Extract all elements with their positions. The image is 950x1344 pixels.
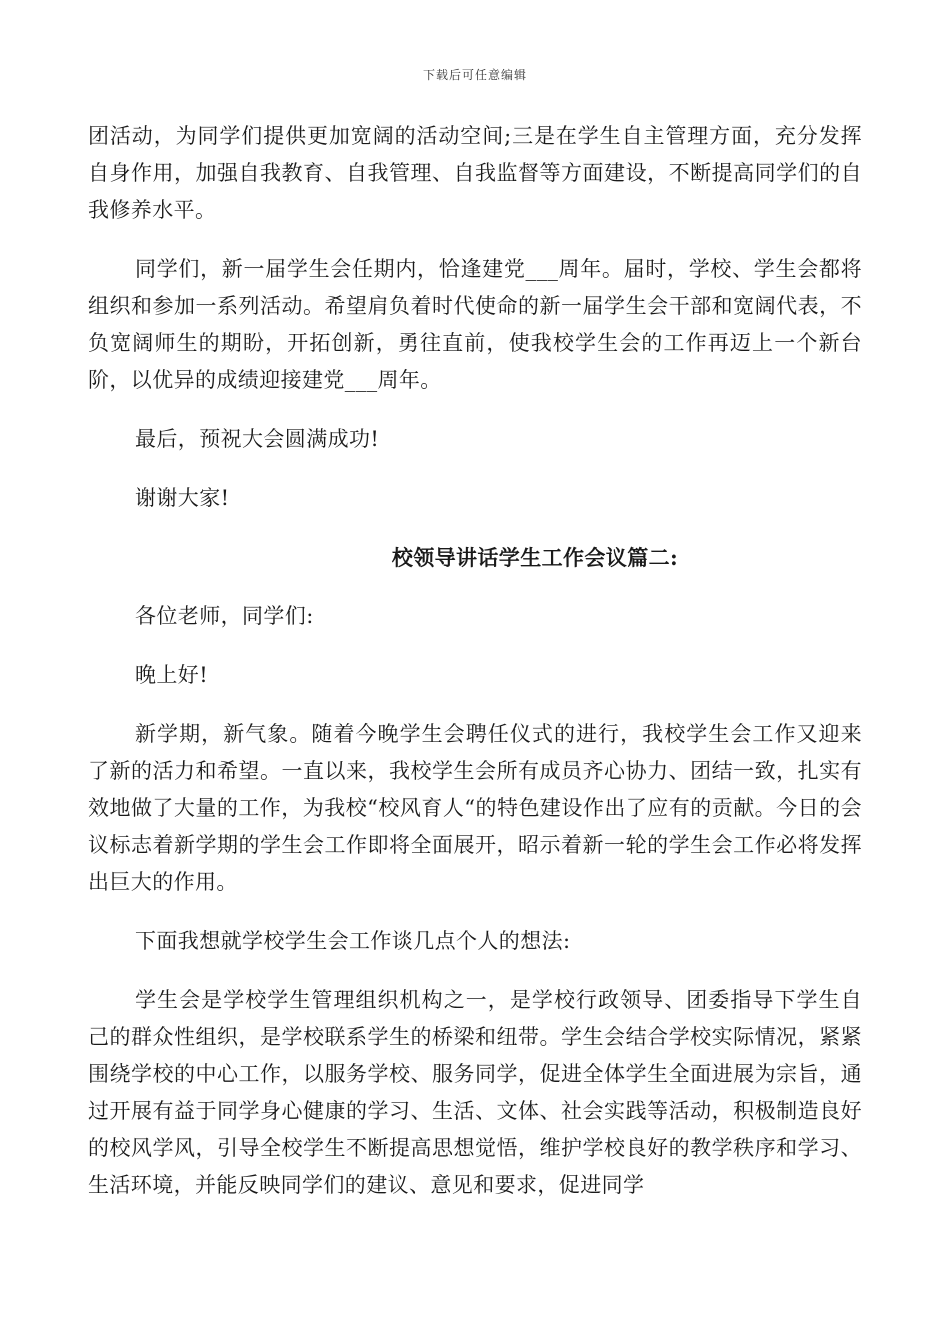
paragraph-greeting: 晚上好!: [135, 663, 209, 687]
document-body: [88, 118, 862, 1226]
paragraph-intro-thoughts: 下面我想就学校学生会工作谈几点个人的想法:: [135, 929, 571, 953]
paragraph-thanks: 谢谢大家!: [135, 486, 230, 510]
paragraph-wishes: 最后，预祝大会圆满成功!: [135, 427, 380, 451]
paragraph-new-semester: 新学期，新气象。随着今晚学生会聘任仪式的进行，我校学生会工作又迎来了新的活力和希望。一直以来，我校学生会所有成员齐心协力、团结一致，扎实有效地做了大量的工作，为我校“校风育人“的特色建设作出了应有的贡献。今日的会议标志着新学期的学生会工作即将全面展开，昭示着新一轮的学生会工作必将发挥出巨大的作用。: [88, 722, 862, 894]
paragraph-salutation: 各位老师，同学们:: [135, 604, 314, 628]
paragraph-continued: 团活动，为同学们提供更加宽阔的活动空间;三是在学生自主管理方面，充分发挥自身作用，加强自我教育、自我管理、自我监督等方面建设，不断提高同学们的自我修养水平。: [88, 124, 862, 222]
section-title: 校领导讲话学生工作会议篇二:: [391, 545, 679, 570]
paragraph-anniversary: 同学们，新一届学生会任期内，恰逢建党___周年。届时，学校、学生会都将组织和参加一系列活动。希望肩负着时代使命的新一届学生会干部和宽阔代表，不负宽阔师生的期盼，开拓创新，勇往直前，使我校学生会的工作再迈上一个新台阶，以优异的成绩迎接建党___周年。: [88, 257, 862, 392]
paragraph-student-union-role: 学生会是学校学生管理组织机构之一，是学校行政领导、团委指导下学生自己的群众性组织，是学校联系学生的桥梁和纽带。学生会结合学校实际情况，紧紧围绕学校的中心工作，以服务学校、服务同学，促进全体学生全面进展为宗旨，通过开展有益于同学身心健康的学习、生活、文体、社会实践等活动，积极制造良好的校风学风，引导全校学生不断提高思想觉悟，维护学校良好的教学秩序和学习、生活环境，并能反映同学们的建议、意见和要求，促进同学: [88, 988, 862, 1197]
page-header-note: 下载后可任意编辑: [422, 68, 527, 82]
